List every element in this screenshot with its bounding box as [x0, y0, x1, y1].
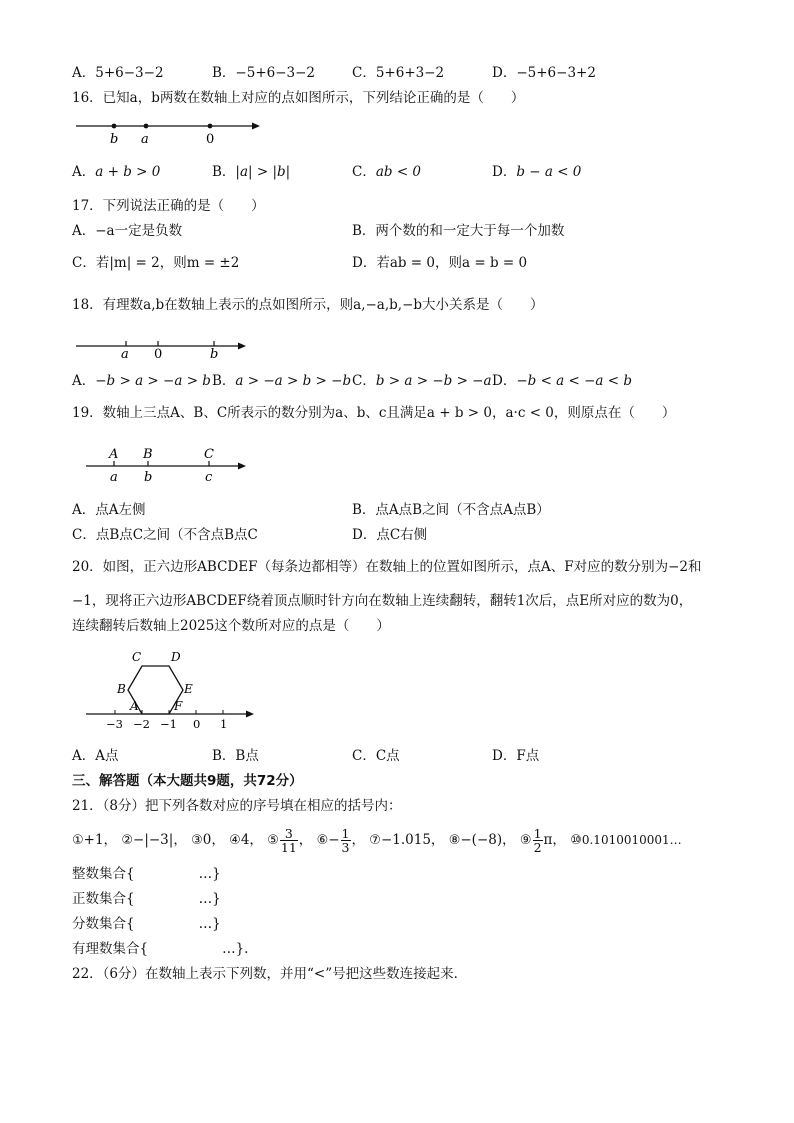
q21-mark-1: ① — [72, 833, 84, 848]
q16-option-d: D．b − a < 0 — [492, 164, 582, 180]
q17-option-a: A．−a一定是负数 — [72, 223, 183, 239]
q21-item-7: −1.015， — [380, 832, 445, 848]
q21-item-2: −|−3|， — [133, 832, 187, 848]
q20-label-F: F — [174, 699, 183, 713]
q21-set-rationals: 有理数集合{ …}. — [72, 941, 249, 957]
q18-label-a: a — [121, 347, 129, 362]
q19-label-c: c — [205, 470, 213, 485]
q19-label-b: b — [144, 470, 153, 485]
q20-option-b: B．B点 — [212, 748, 259, 764]
q19-option-b: B．点A点B之间（不含点A点B） — [352, 502, 550, 518]
q19-option-a: A．点A左侧 — [72, 502, 146, 518]
q21-item-8: −(−8)， — [460, 832, 516, 848]
q19-number-line — [86, 446, 256, 486]
q18-label-zero: 0 — [154, 347, 163, 362]
q22-stem: 22．（6分）在数轴上表示下列数，并用“<”号把这些数连接起来． — [72, 966, 468, 982]
q21-mark-3: ③ — [191, 833, 203, 848]
q20-tick-label-m1: −1 — [160, 717, 177, 731]
q17-option-b: B．两个数的和一定大于每一个加数 — [352, 223, 565, 239]
q21-item-1: +1， — [83, 832, 118, 848]
q20-stem-line2: −1，现将正六边形ABCDEF绕着顶点顺时针方向在数轴上连续翻转，翻转1次后，点E所对应的数为0， — [72, 593, 693, 609]
q16-point-zero — [208, 124, 213, 129]
q15-option-c: C．5+6+3−2 — [352, 65, 445, 81]
q21-mark-8: ⑧ — [448, 833, 461, 848]
q19-label-B: B — [143, 447, 153, 462]
q19-option-c: C．点B点C之间（不含点B点C — [72, 527, 258, 543]
q21-mark-2: ② — [121, 833, 134, 848]
q18-option-c: C．b > a > −b > −a — [352, 373, 492, 389]
q20-label-B: B — [117, 682, 126, 696]
q20-label-C: C — [132, 650, 142, 664]
q21-stem: 21．（8分）把下列各数对应的序号填在相应的括号内： — [72, 798, 402, 814]
q17-stem: 17．下列说法正确的是（ ） — [72, 198, 265, 214]
q19-option-d: D．点C右侧 — [352, 527, 428, 543]
q18-option-a: A．−b > a > −a > b — [72, 373, 211, 389]
q17-option-d: D．若ab = 0，则a = b = 0 — [352, 255, 528, 271]
section-3-title: 三、解答题（本大题共9题，共72分） — [72, 773, 303, 789]
q16-label-a: a — [141, 132, 149, 147]
q20-option-d: D．F点 — [492, 748, 540, 764]
q21-item-4: 4， — [240, 832, 263, 848]
q21-set-fractions: 分数集合{ …} — [72, 916, 221, 932]
q21-fraction-5: $\frac{3}{11}$ — [280, 826, 297, 855]
q19-label-A: A — [109, 447, 119, 462]
q21-fraction-6: $\frac{1}{3}$ — [341, 826, 350, 855]
q16-label-b: b — [110, 132, 119, 147]
q20-option-a: A．A点 — [72, 748, 119, 764]
q21-mark-5: ⑤ — [267, 833, 279, 848]
q16-label-zero: 0 — [206, 132, 215, 147]
q20-label-A: A — [130, 699, 139, 713]
q20-stem-line1: 20．如图，正六边形ABCDEF（每条边都相等）在数轴上的位置如图所示，点A、F对应的数分别为−2和 — [72, 559, 702, 575]
q18-stem: 18．有理数a,b在数轴上表示的点如图所示，则a,−a,b,−b大小关系是（ ） — [72, 297, 544, 313]
q21-fraction-9: $\frac{1}{2}$ — [533, 826, 542, 855]
q21-item-3: 0， — [202, 832, 225, 848]
q15-option-a: A．5+6−3−2 — [72, 65, 164, 81]
q16-stem: 16．已知a，b两数在数轴上对应的点如图所示，下列结论正确的是（ ） — [72, 90, 525, 106]
q20-hexagon-figure — [86, 648, 266, 736]
q21-mark-10: ⑩ — [570, 833, 582, 848]
q21-number-list: ①+1， ②−|−3|， ③0， ④4， ⑤ $\frac{3}{11}$ ， ⑥− $\frac{1}{3}$ ， ⑦−1.015， ⑧−(−8)， ⑨ $\frac{1}{2}$ π， ⑩0.1010010001… — [72, 826, 682, 855]
q15-option-b: B．−5+6−3−2 — [212, 65, 316, 81]
q19-label-C: C — [204, 447, 214, 462]
q18-option-b: B．a > −a > b > −b — [212, 373, 352, 389]
q16-option-c: C．ab < 0 — [352, 164, 422, 180]
q20-option-c: C．C点 — [352, 748, 400, 764]
q16-point-a — [144, 124, 149, 129]
q21-set-integers: 整数集合{ …} — [72, 866, 221, 882]
q21-mark-9: ⑨ — [519, 833, 532, 848]
q20-tick-label-m3: −3 — [106, 717, 123, 731]
q16-option-a: A．a + b > 0 — [72, 164, 161, 180]
q21-mark-4: ④ — [229, 833, 241, 848]
q21-set-positive: 正数集合{ …} — [72, 891, 221, 907]
q19-label-a: a — [110, 470, 118, 485]
q20-label-E: E — [184, 682, 193, 696]
q19-stem: 19．数轴上三点A、B、C所表示的数分别为a、b、c且满足a + b > 0，a·c < 0，则原点在（ ） — [72, 405, 676, 421]
q20-stem-line3: 连续翻转后数轴上2025这个数所对应的点是（ ） — [72, 618, 390, 634]
q21-mark-6: ⑥ — [316, 833, 329, 848]
q16-number-line — [74, 116, 264, 148]
q18-number-line — [76, 334, 256, 364]
q20-tick-label-m2: −2 — [133, 717, 150, 731]
q18-option-d: D．−b < a < −a < b — [492, 373, 633, 389]
q16-option-b: B．|a| > |b| — [212, 164, 291, 180]
q20-tick-label-0: 0 — [193, 717, 201, 731]
q17-option-c: C．若|m| = 2，则m = ±2 — [72, 255, 240, 271]
q20-label-D: D — [171, 650, 181, 664]
q21-item-10: 0.1010010001… — [581, 833, 682, 847]
q15-option-d: D．−5+6−3+2 — [492, 65, 596, 81]
q18-label-b: b — [210, 347, 219, 362]
q20-tick-label-1: 1 — [220, 717, 228, 731]
q16-point-b — [112, 124, 117, 129]
q21-mark-7: ⑦ — [369, 833, 381, 848]
